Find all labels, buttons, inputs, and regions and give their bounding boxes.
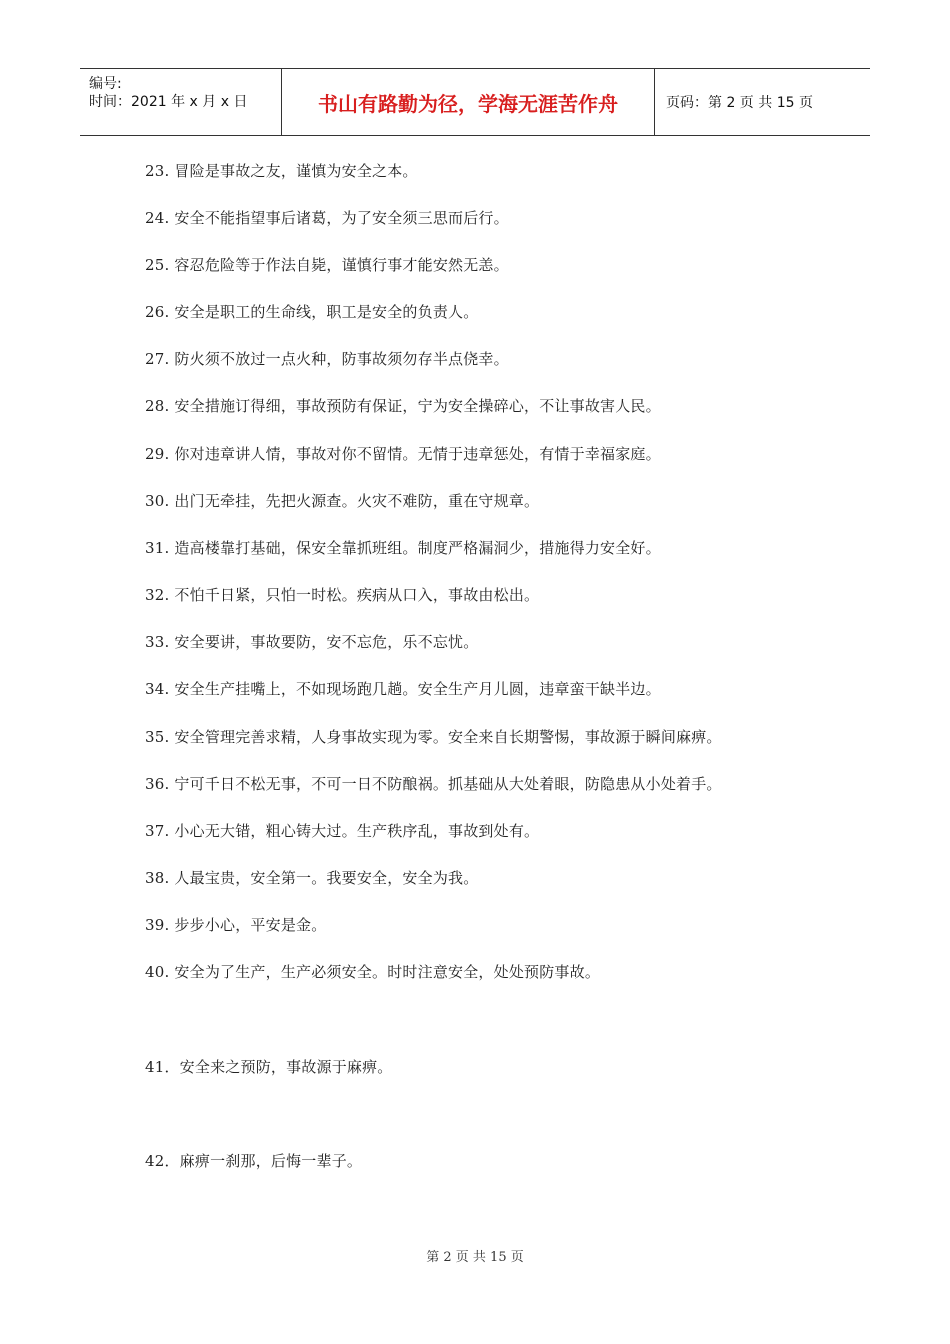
list-item: 42．麻痹一刹那，后悔一辈子。 (145, 1152, 363, 1170)
document-header (80, 68, 870, 136)
page-footer: 第 2 页 共 15 页 (426, 1250, 524, 1265)
list-item: 36. 宁可千日不松无事，不可一日不防酿祸。抓基础从大处着眼，防隐患从小处着手。 (145, 775, 722, 793)
list-item: 40. 安全为了生产，生产必须安全。时时注意安全，处处预防事故。 (145, 963, 601, 981)
list-item: 28. 安全措施订得细，事故预防有保证，宁为安全操碎心，不让事故害人民。 (145, 397, 661, 415)
list-item: 37. 小心无大错，粗心铸大过。生产秩序乱，事故到处有。 (145, 822, 540, 840)
header-motto: 书山有路勤为径，学海无涯苦作舟 (282, 69, 655, 135)
list-item: 33. 安全要讲，事故要防，安不忘危，乐不忘忧。 (145, 633, 479, 651)
list-item: 30. 出门无牵挂，先把火源查。火灾不难防，重在守规章。 (145, 492, 540, 510)
header-meta-cell (80, 69, 282, 135)
list-item: 34. 安全生产挂嘴上，不如现场跑几趟。安全生产月儿圆，违章蛮干缺半边。 (145, 680, 661, 698)
document-time-label: 时间：2021 年 x 月 x 日 (89, 94, 248, 110)
list-item: 31. 造高楼靠打基础，保安全靠抓班组。制度严格漏洞少，措施得力安全好。 (145, 539, 661, 557)
list-item: 24. 安全不能指望事后诸葛，为了安全须三思而后行。 (145, 209, 509, 227)
header-page-info: 页码：第 2 页 共 15 页 (666, 95, 813, 111)
list-item: 35. 安全管理完善求精，人身事故实现为零。安全来自长期警惕，事故源于瞬间麻痹。 (145, 728, 722, 746)
list-item: 38. 人最宝贵，安全第一。我要安全，安全为我。 (145, 869, 479, 887)
list-item: 29. 你对违章讲人情，事故对你不留情。无情于违章惩处，有情于幸福家庭。 (145, 445, 661, 463)
list-item: 26. 安全是职工的生命线，职工是安全的负责人。 (145, 303, 479, 321)
list-item: 32. 不怕千日紧，只怕一时松。疾病从口入，事故由松出。 (145, 586, 540, 604)
list-item: 23. 冒险是事故之友，谨慎为安全之本。 (145, 162, 418, 180)
header-page-info-cell (655, 69, 870, 135)
list-item: 39. 步步小心，平安是金。 (145, 916, 327, 934)
list-item: 25. 容忍危险等于作法自毙，谨慎行事才能安然无恙。 (145, 256, 509, 274)
list-item: 27. 防火须不放过一点火种，防事故须勿存半点侥幸。 (145, 350, 509, 368)
document-number-label: 编号: (89, 76, 122, 92)
list-item: 41．安全来之预防，事故源于麻痹。 (145, 1058, 393, 1076)
